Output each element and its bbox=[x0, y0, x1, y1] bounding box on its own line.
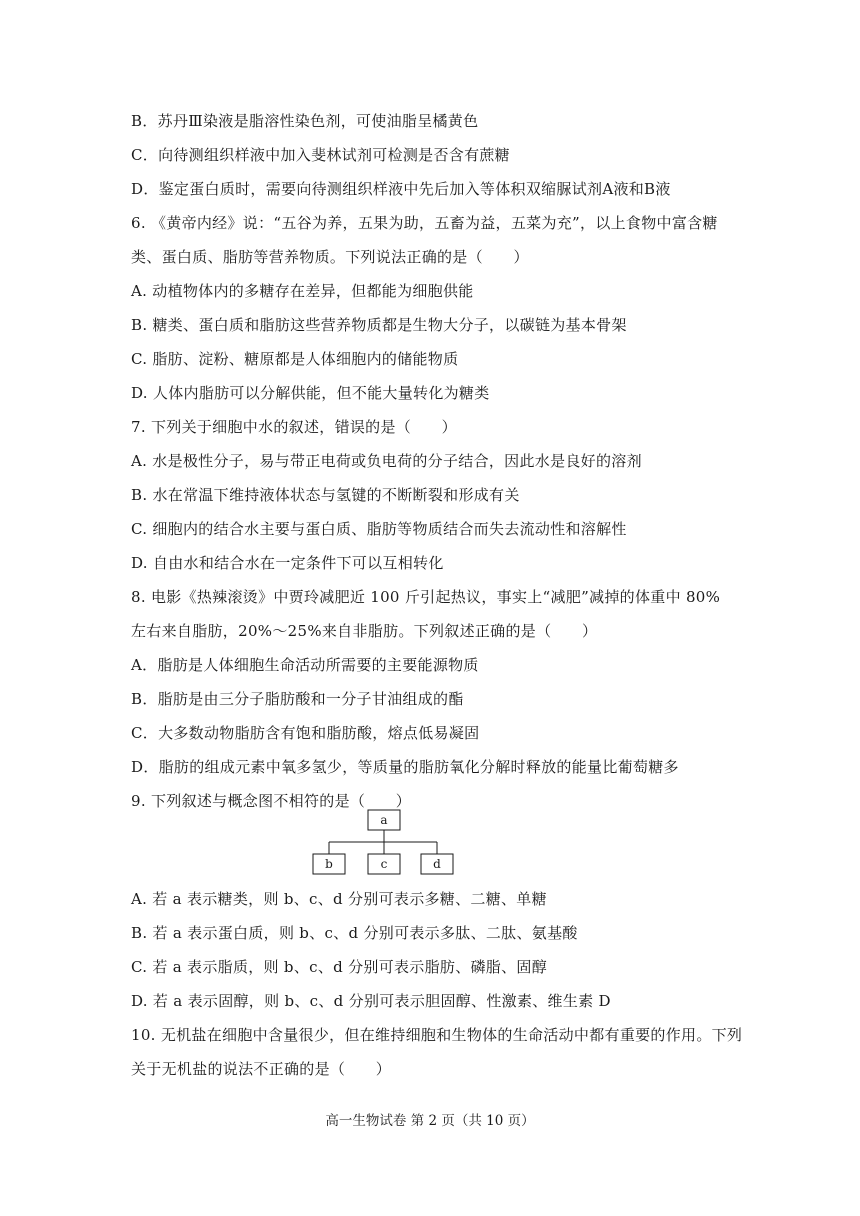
option-9b: B. 若 a 表示蛋白质，则 b、c、d 分别可表示多肽、二肽、氨基酸 bbox=[131, 924, 578, 942]
option-9d: D. 若 a 表示固醇，则 b、c、d 分别可表示胆固醇、性激素、维生素 D bbox=[131, 992, 611, 1010]
question-8-stem-line-2: 左右来自脂肪，20%～25%来自非脂肪。下列叙述正确的是（ ） bbox=[131, 622, 598, 640]
question-10-stem-line-1: 10. 无机盐在细胞中含量很少，但在维持细胞和生物体的生命活动中都有重要的作用。下列 bbox=[131, 1026, 743, 1044]
question-10-stem-line-2: 关于无机盐的说法不正确的是（ ） bbox=[131, 1060, 392, 1078]
concept-label-c: c bbox=[380, 857, 388, 871]
option-8c: C．大多数动物脂肪含有饱和脂肪酸，熔点低易凝固 bbox=[131, 724, 480, 742]
concept-label-a: a bbox=[380, 813, 388, 827]
option-5d: D．鉴定蛋白质时，需要向待测组织样液中先后加入等体积双缩脲试剂A液和B液 bbox=[131, 180, 671, 198]
option-5c: C．向待测组织样液中加入斐林试剂可检测是否含有蔗糖 bbox=[131, 146, 510, 164]
option-5b: B．苏丹Ⅲ染液是脂溶性染色剂，可使油脂呈橘黄色 bbox=[131, 112, 479, 130]
option-7a: A. 水是极性分子，易与带正电荷或负电荷的分子结合，因此水是良好的溶剂 bbox=[131, 452, 642, 470]
question-9-stem: 9. 下列叙述与概念图不相符的是（ ） bbox=[131, 792, 412, 810]
option-8b: B．脂肪是由三分子脂肪酸和一分子甘油组成的酯 bbox=[131, 690, 464, 708]
question-8-stem-line-1: 8. 电影《热辣滚烫》中贾玲减肥近 100 斤引起热议，事实上“减肥”减掉的体重中 80% bbox=[131, 588, 721, 606]
option-7b: B. 水在常温下维持液体状态与氢键的不断断裂和形成有关 bbox=[131, 486, 520, 504]
concept-label-b: b bbox=[325, 857, 333, 871]
concept-label-d: d bbox=[433, 857, 441, 871]
option-8a: A．脂肪是人体细胞生命活动所需要的主要能源物质 bbox=[131, 656, 479, 674]
question-7-stem: 7. 下列关于细胞中水的叙述，错误的是（ ） bbox=[131, 418, 457, 436]
concept-diagram bbox=[300, 806, 470, 878]
option-8d: D．脂肪的组成元素中氧多氢少，等质量的脂肪氧化分解时释放的能量比葡萄糖多 bbox=[131, 758, 679, 776]
page-footer: 高一生物试卷 第 2 页（共 10 页） bbox=[325, 1113, 535, 1129]
option-7d: D. 自由水和结合水在一定条件下可以互相转化 bbox=[131, 554, 444, 572]
option-6d: D. 人体内脂肪可以分解供能，但不能大量转化为糖类 bbox=[131, 384, 490, 402]
question-6-stem-line-1: 6. 《黄帝内经》说：“五谷为养，五果为助，五畜为益，五菜为充”，以上食物中富含糖 bbox=[131, 214, 718, 232]
option-9a: A. 若 a 表示糖类，则 b、c、d 分别可表示多糖、二糖、单糖 bbox=[131, 890, 547, 908]
option-7c: C. 细胞内的结合水主要与蛋白质、脂肪等物质结合而失去流动性和溶解性 bbox=[131, 520, 627, 538]
option-9c: C. 若 a 表示脂质，则 b、c、d 分别可表示脂肪、磷脂、固醇 bbox=[131, 958, 548, 976]
option-6a: A. 动植物体内的多糖存在差异，但都能为细胞供能 bbox=[131, 282, 474, 300]
option-6c: C. 脂肪、淀粉、糖原都是人体细胞内的储能物质 bbox=[131, 350, 459, 368]
option-6b: B. 糖类、蛋白质和脂肪这些营养物质都是生物大分子，以碳链为基本骨架 bbox=[131, 316, 627, 334]
question-6-stem-line-2: 类、蛋白质、脂肪等营养物质。下列说法正确的是（ ） bbox=[131, 248, 529, 266]
